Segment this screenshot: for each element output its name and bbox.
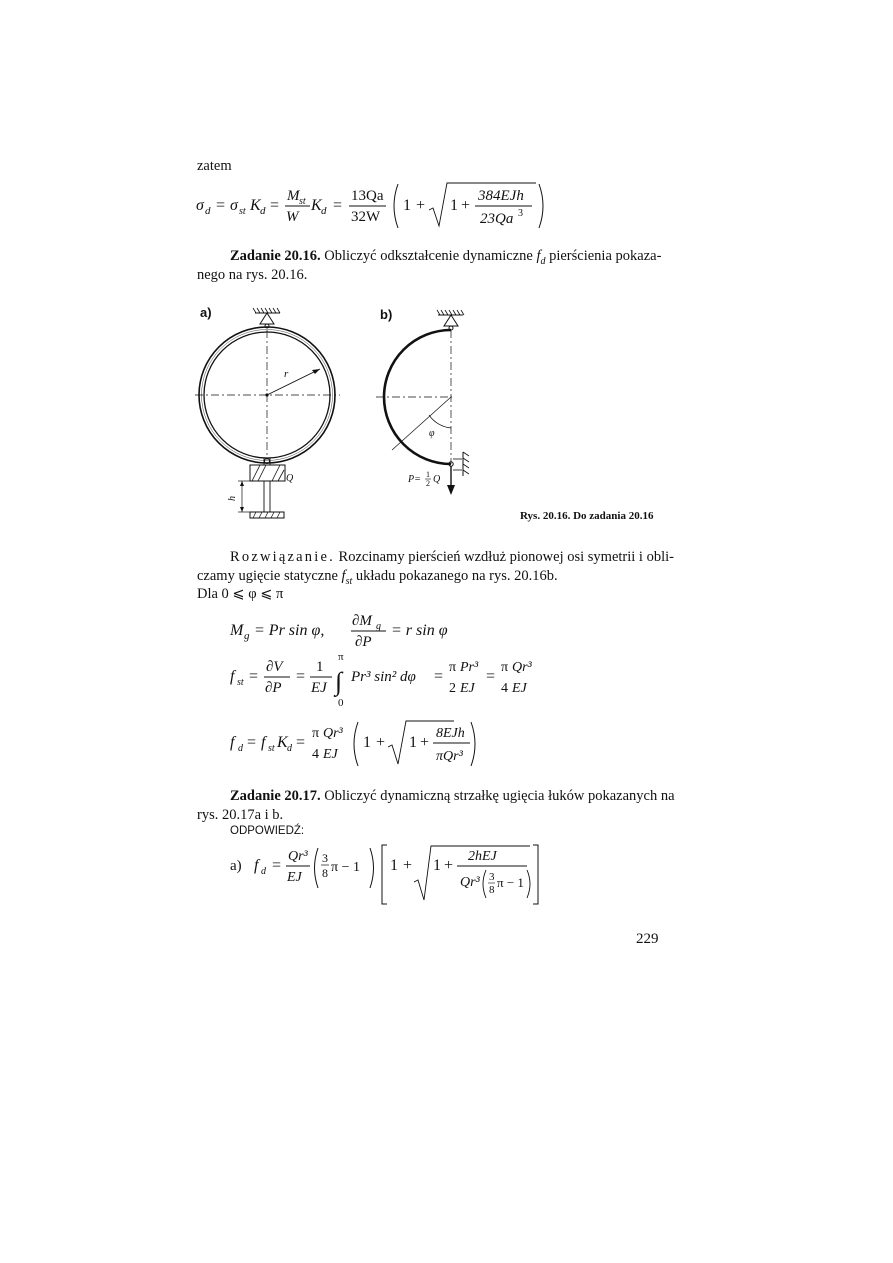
eq5-den-qr3: Qr³ [460, 875, 480, 890]
eq1-root-den-sup: 3 [518, 208, 523, 219]
eq4-f-sub: d [238, 743, 243, 754]
eq2-dnum: ∂M [352, 613, 372, 629]
intro-word: zatem [197, 158, 232, 174]
eq4-root-den: πQr³ [436, 749, 463, 764]
eq3-ej: EJ [311, 680, 327, 696]
task-17-line1 [230, 787, 675, 806]
eq1-frac1-num: M [287, 188, 300, 204]
fig-r: r [284, 368, 289, 380]
answer-label: ODPOWIEDŹ: [230, 825, 305, 837]
eq3-f-sub: st [237, 677, 244, 688]
task-17-text: Obliczyć dynamiczną strzałkę ugięcia łuków pokazanych na [320, 788, 675, 804]
solution-f: f [341, 568, 346, 584]
svg-text:=: = [247, 734, 257, 751]
svg-text:=: = [296, 668, 306, 685]
eq3-dp: ∂P [265, 680, 282, 696]
eq4-fst-sub: st [268, 743, 275, 754]
fig-p-label: P= [408, 474, 421, 485]
figure-20-16 [180, 300, 680, 530]
eq2-rhs1: = Pr sin φ, [254, 622, 325, 639]
eq3-ej2: EJ [460, 681, 475, 696]
eq1-k2-sub: d [321, 205, 327, 217]
svg-text:1: 1 [433, 857, 441, 874]
svg-text:+: + [376, 734, 386, 751]
fig-p-num: 1 [426, 470, 430, 479]
solution-heading: Rozwiązanie. [230, 549, 335, 565]
fig-label-a: a) [200, 305, 212, 320]
eq1-frac2-num: 13Qa [351, 188, 384, 204]
eq1-frac2-den: 32W [351, 209, 381, 225]
eq1-root-plus: + [461, 197, 471, 214]
equation-mg [230, 608, 490, 652]
solution-range: Dla 0 ⩽ φ ⩽ π [197, 586, 284, 602]
eq1-k: K [250, 197, 261, 214]
eq3-qr3: Qr³ [512, 660, 532, 675]
eq1-sigma-sub: st [239, 206, 246, 217]
eq1-k-sub: d [260, 205, 266, 217]
eq5-f-sub: d [261, 866, 266, 877]
eq4-fst: f [261, 734, 266, 751]
eq2-dden: ∂P [355, 634, 372, 650]
svg-text:8: 8 [489, 884, 495, 896]
eq1-frac1-den: W [286, 209, 299, 225]
eq1-eq3: = [333, 197, 343, 214]
eq3-two: 2 [449, 681, 456, 696]
eq4-qr3: Qr³ [323, 726, 343, 741]
eq4-k-sub: d [287, 743, 292, 754]
fig-p-den: 2 [426, 479, 430, 488]
eq1-sigma: σ [230, 197, 238, 214]
eq3-ej3: EJ [512, 681, 527, 696]
eq1-eq: = [216, 197, 226, 214]
eq1-eq2: = [270, 197, 280, 214]
solution-text2a: czamy ugięcie statyczne [197, 568, 342, 584]
eq1-one: 1 [403, 197, 411, 214]
eq1-k2: K [311, 197, 322, 214]
svg-text:π − 1: π − 1 [497, 875, 524, 890]
eq3-pr3: Pr³ [460, 660, 479, 675]
eq3-pi1: π [449, 660, 457, 675]
task-16-text: Obliczyć odkształcenie dynamiczne [320, 248, 537, 264]
eq1-root-den: 23Qa [480, 211, 514, 227]
svg-text:+: + [403, 857, 413, 874]
eq2-m-sub: g [244, 630, 250, 642]
equation-fst [230, 650, 532, 710]
eq2-m: M [230, 622, 244, 639]
fig-label-b: b) [380, 307, 393, 322]
solution-line1 [230, 548, 674, 567]
eq3-int: ∫ [335, 667, 343, 696]
page-number: 229 [636, 931, 659, 947]
fig-phi: φ [429, 428, 435, 439]
svg-text:=: = [486, 668, 496, 685]
eq5-a: a) [230, 858, 242, 874]
eq3-f: f [230, 668, 235, 685]
svg-text:=: = [296, 734, 306, 751]
fig-p-q: Q [433, 474, 441, 485]
eq4-f: f [230, 734, 235, 751]
svg-text:+: + [444, 857, 454, 874]
solution-text2b: układu pokazanego na rys. 20.16b. [352, 568, 558, 584]
task-16-label: Zadanie 20.16. [230, 248, 321, 264]
equation-sigma-d [196, 180, 556, 232]
svg-text:+: + [420, 734, 430, 751]
eq4-pi: π [312, 726, 320, 741]
eq4-root-num: 8EJh [436, 726, 465, 741]
svg-text:=: = [272, 857, 282, 874]
eq5-one: 1 [390, 857, 398, 874]
eq5-qr3: Qr³ [288, 849, 308, 864]
solution-text1: Rozcinamy pierścień wzdłuż pionowej osi symetrii i obli- [334, 549, 674, 565]
eq1-lhs: σ [196, 197, 204, 214]
eq4-four: 4 [312, 747, 319, 762]
eq3-dv: ∂V [266, 659, 283, 675]
svg-text:=: = [249, 668, 259, 685]
eq1-root-num: 384EJh [478, 188, 524, 204]
task-17-label: Zadanie 20.17. [230, 788, 321, 804]
eq2-rhs2: = r sin φ [391, 622, 448, 639]
eq5-eight: 8 [322, 866, 328, 880]
equation-answer-a [230, 840, 550, 906]
svg-text:=: = [434, 668, 444, 685]
eq4-ej: EJ [323, 747, 338, 762]
eq1-plus: + [416, 197, 426, 214]
eq5-pi-minus: π − 1 [331, 860, 360, 875]
ring-a [195, 308, 340, 518]
eq5-three: 3 [322, 851, 328, 865]
half-ring-b [376, 310, 469, 495]
eq4-one: 1 [363, 734, 371, 751]
eq3-int-top: π [338, 651, 344, 663]
eq3-integrand: Pr³ sin² dφ [351, 669, 416, 685]
figure-caption: Rys. 20.16. Do zadania 20.16 [520, 510, 654, 522]
fig-q: Q [286, 473, 294, 484]
svg-text:3: 3 [489, 871, 495, 883]
eq3-one: 1 [316, 659, 324, 675]
eq1-root-one: 1 [450, 197, 458, 214]
task-16-f-sub: d [540, 255, 546, 267]
task-16-f: f [536, 248, 541, 264]
task-17-line2: rys. 20.17a i b. [197, 807, 284, 823]
eq3-pi2: π [501, 660, 509, 675]
eq5-ej: EJ [287, 870, 302, 885]
solution-f-sub: st [345, 575, 353, 587]
eq3-int-bot: 0 [338, 697, 344, 709]
equation-fd [230, 716, 480, 772]
eq3-four: 4 [501, 681, 508, 696]
svg-text:1: 1 [409, 734, 417, 751]
eq5-f: f [254, 857, 259, 874]
eq4-k: K [277, 734, 288, 751]
fig-h: h [227, 496, 238, 501]
eq5-num: 2hEJ [468, 849, 497, 864]
eq1-lhs-sub: d [205, 205, 211, 217]
task-16-text-end: pierścienia pokaza- [545, 248, 662, 264]
eq1-frac1-num-sub: st [299, 196, 306, 207]
task-16-line2: nego na rys. 20.16. [197, 267, 308, 283]
eq2-dnum-sub: g [376, 621, 381, 632]
